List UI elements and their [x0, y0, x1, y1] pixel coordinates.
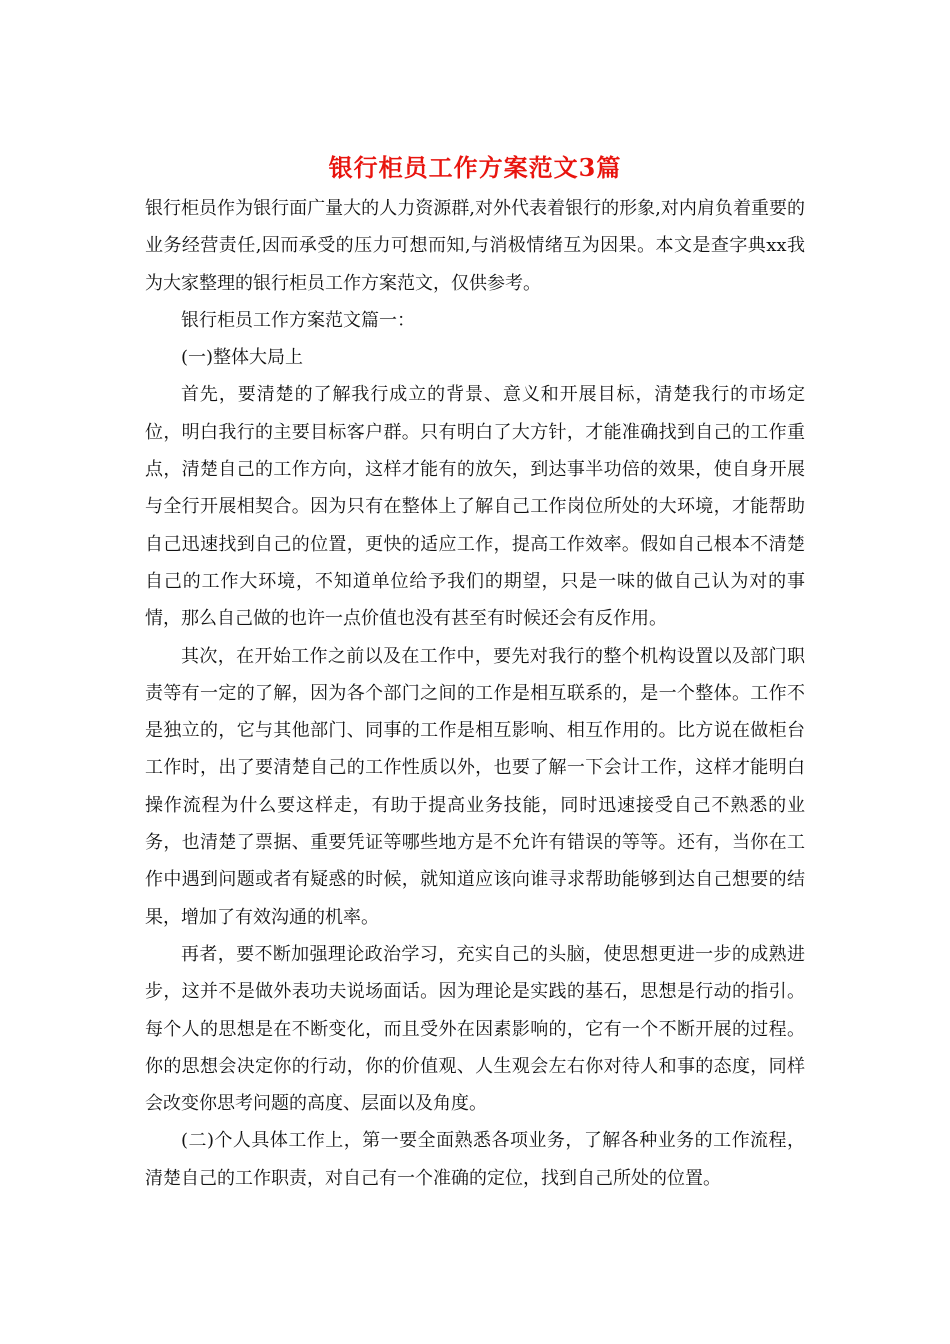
- paragraph-third: 再者，要不断加强理论政治学习，充实自己的头脑，使思想更进一步的成熟进步，这并不是做外表功夫说场面话。因为理论是实践的基石，思想是行动的指引。每个人的思想是在不断变化，而且受外在因素影响的，它有一个不断开展的过程。你的思想会决定你的行动，你的价值观、人生观会左右你对待人和事的态度，同样会改变你思考问题的高度、层面以及角度。: [145, 943, 805, 1115]
- document-body: [145, 190, 805, 1197]
- paragraph-subheading-1: (一)整体大局上: [181, 347, 304, 369]
- paragraph-second: 其次，在开始工作之前以及在工作中，要先对我行的整个机构设置以及部门职责等有一定的了解，因为各个部门之间的工作是相互联系的，是一个整体。工作不是独立的，它与其他部门、同事的工作是相互影响、相互作用的。比方说在做柜台工作时，出了要清楚自己的工作性质以外，也要了解一下会计工作，这样才能明白操作流程为什么要这样走，有助于提高业务技能，同时迅速接受自己不熟悉的业务，也清楚了票据、重要凭证等哪些地方是不允许有错误的等等。还有，当你在工作中遇到问题或者有疑惑的时候，就知道应该向谁寻求帮助能够到达自己想要的结果，增加了有效沟通的机率。: [145, 645, 805, 928]
- document-title: 银行柜员工作方案范文3篇: [328, 153, 622, 182]
- paragraph-section-heading: 银行柜员工作方案范文篇一：: [181, 309, 415, 331]
- paragraph-first: 首先，要清楚的了解我行成立的背景、意义和开展目标，清楚我行的市场定位，明白我行的主要目标客户群。只有明白了大方针，才能准确找到自己的工作重点，清楚自己的工作方向，这样才能有的放矢，到达事半功倍的效果，使自身开展与全行开展相契合。因为只有在整体上了解自己工作岗位所处的大环境，才能帮助自己迅速找到自己的位置，更快的适应工作，提高工作效率。假如自己根本不清楚自己的工作大环境，不知道单位给予我们的期望，只是一味的做自己认为对的事情，那么自己做的也许一点价值也没有甚至有时候还会有反作用。: [145, 384, 805, 630]
- paragraph-subheading-2: (二)个人具体工作上，第一要全面熟悉各项业务，了解各种业务的工作流程，清楚自己的工作职责，对自己有一个准确的定位，找到自己所处的位置。: [145, 1130, 805, 1189]
- paragraph-intro: 银行柜员作为银行面广量大的人力资源群,对外代表着银行的形象,对内肩负着重要的业务经营责任,因而承受的压力可想而知,与消极情绪互为因果。本文是查字典xx我为大家整理的银行柜员工作方案范文，仅供参考。: [145, 198, 805, 294]
